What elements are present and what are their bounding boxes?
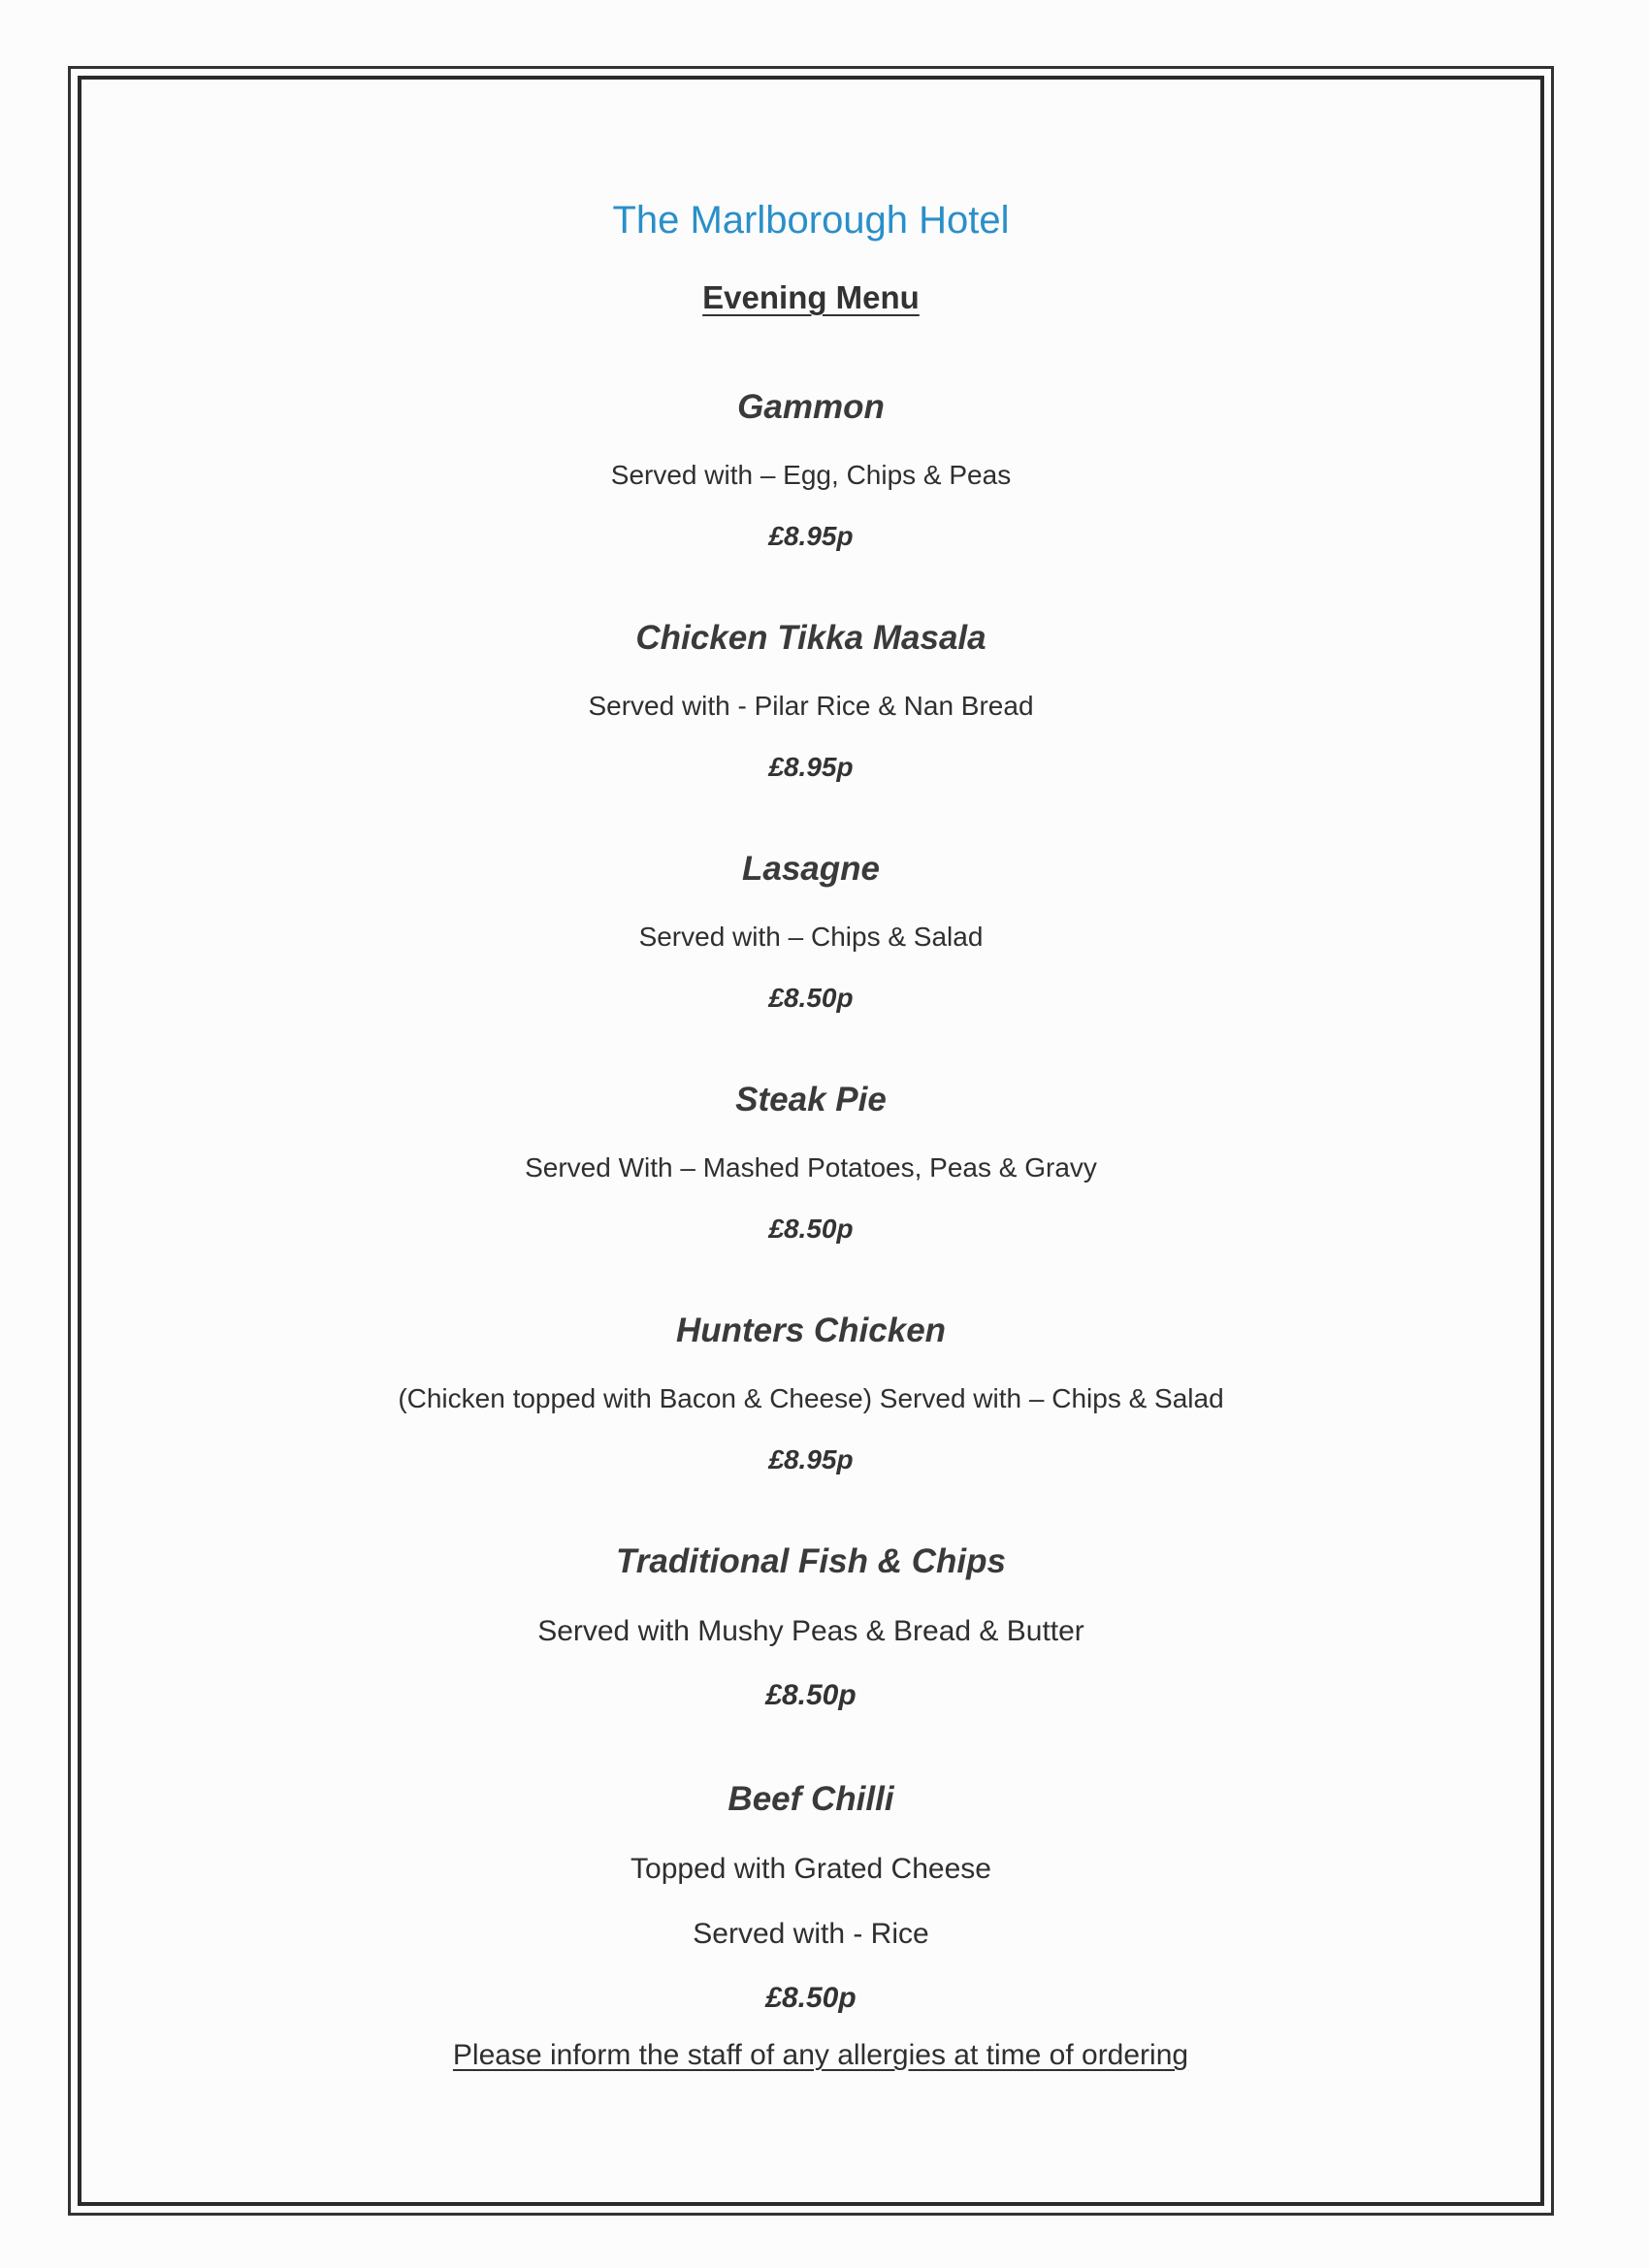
dish-price: £8.50p: [765, 1679, 857, 1711]
dish-description: Served With – Mashed Potatoes, Peas & Gravy: [525, 1152, 1097, 1183]
dish-name: Steak Pie: [735, 1081, 887, 1118]
dish-name: Gammon: [737, 388, 885, 426]
dish-description: Served with - Rice: [693, 1918, 929, 1950]
dish-price: £8.95p: [768, 521, 854, 551]
dish-description: (Chicken topped with Bacon & Cheese) Served with – Chips & Salad: [398, 1383, 1224, 1413]
dish-name: Traditional Fish & Chips: [616, 1542, 1006, 1580]
dish-description: Served with – Egg, Chips & Peas: [610, 460, 1012, 490]
dish-name: Beef Chilli: [728, 1780, 894, 1818]
dish-name: Lasagne: [742, 850, 880, 888]
dish-price: £8.50p: [765, 1982, 857, 2014]
dish-price: £8.95p: [768, 1444, 854, 1474]
dish-price: £8.50p: [768, 1214, 854, 1244]
hotel-name: The Marlborough Hotel: [612, 199, 1010, 242]
dish-name: Chicken Tikka Masala: [635, 619, 986, 657]
dish-price: £8.50p: [768, 983, 854, 1013]
allergy-note: Please inform the staff of any allergies at time of ordering: [452, 2039, 1189, 2071]
dish-name: Hunters Chicken: [675, 1312, 947, 1349]
dish-description: Served with Mushy Peas & Bread & Butter: [537, 1615, 1084, 1647]
menu-title: Evening Menu: [702, 279, 920, 315]
dish-price: £8.95p: [768, 752, 854, 782]
dish-description: Served with – Chips & Salad: [638, 922, 984, 952]
dish-description: Topped with Grated Cheese: [630, 1853, 991, 1885]
dish-description: Served with - Pilar Rice & Nan Bread: [588, 691, 1034, 721]
